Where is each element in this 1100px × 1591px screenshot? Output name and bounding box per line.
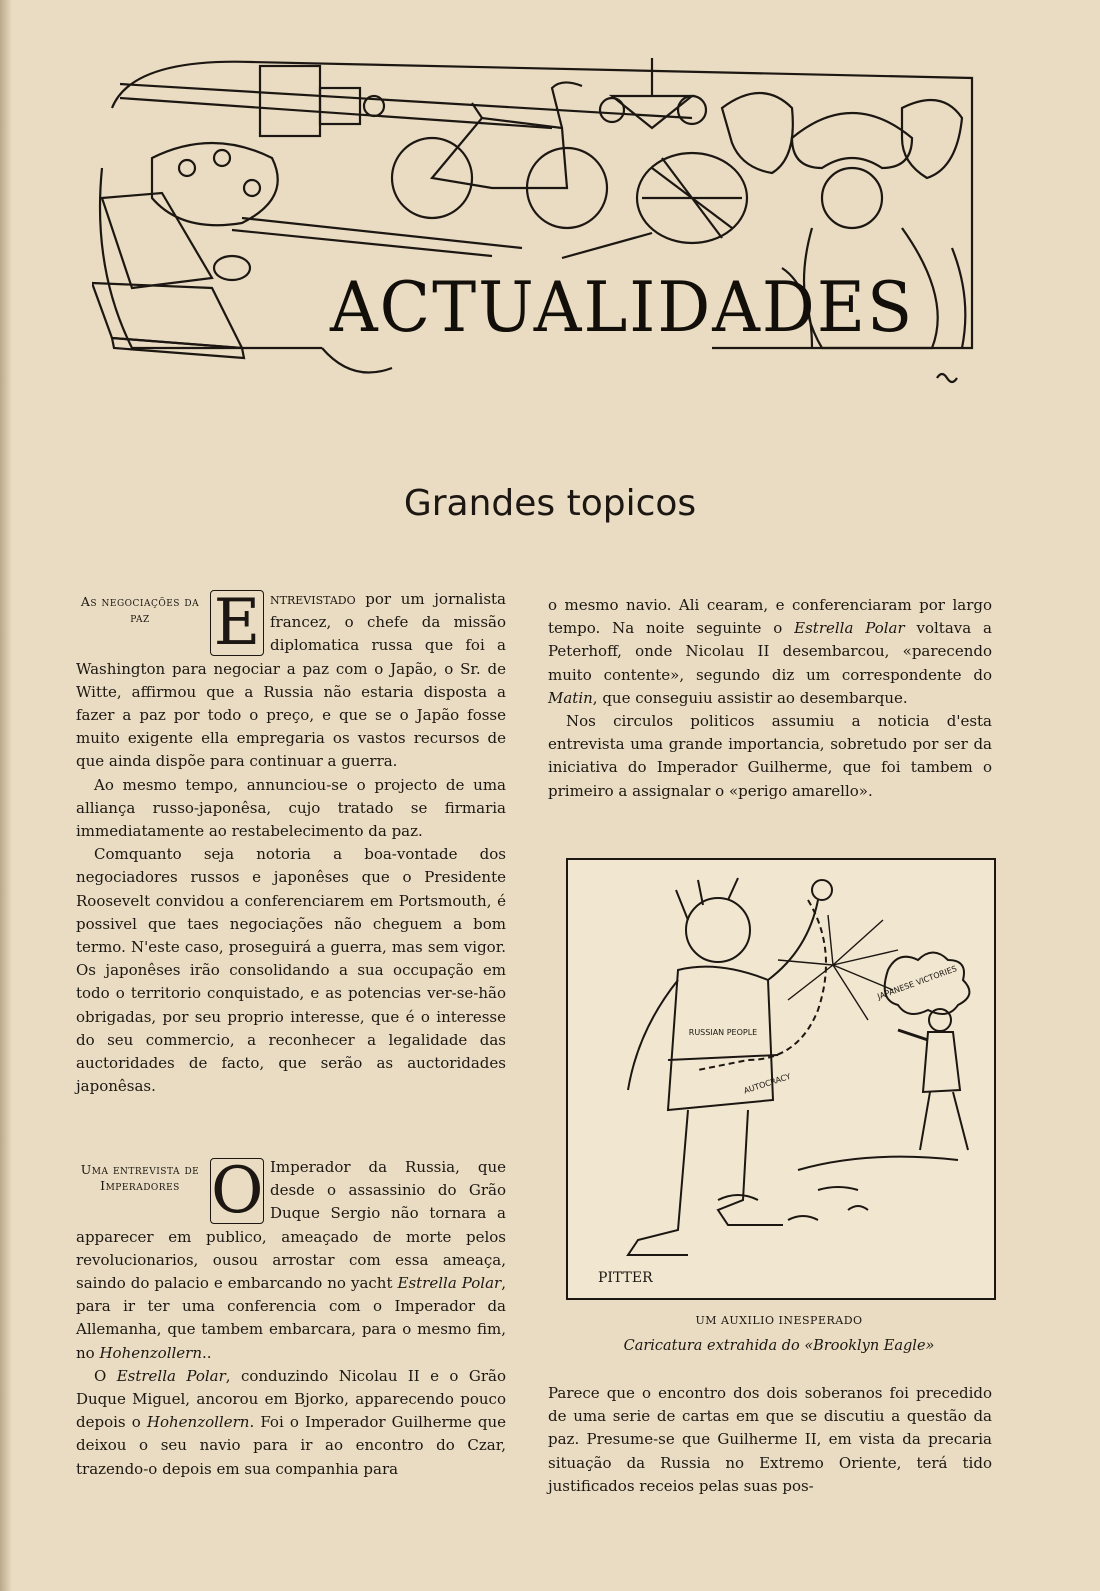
- paragraph-text: voltava a Peterhoff, onde Nicolau II desembarcou, «parecendo muito contente», segundo diz um correspondente do: [548, 619, 992, 684]
- paragraph-text: . Foi o Imperador Guilherme que deixou o seu navio para ir ao encontro do Czar, trazendo-o depois em sua companhia para: [76, 1413, 506, 1478]
- paragraph-text: , para ir ter uma conferencia com o Imperador da Allemanha, que tambem embarcara, para o mesmo fim, no: [76, 1274, 506, 1362]
- page-title: Grandes topicos: [403, 483, 697, 524]
- section-negociacoes: [76, 588, 506, 1098]
- paragraph: Ao mesmo tempo, annunciou-se o projecto de uma alliança russo-japonêsa, cujo tratado se firmaria immediatamente ao restabelecimento da paz.: [76, 775, 506, 841]
- paragraph-text: o mesmo navio. Ali cearam, e conferenciaram por largo tempo. Na noite seguinte o: [548, 596, 992, 638]
- paragraph-text: , que conseguiu assistir ao desembarque.: [592, 688, 908, 707]
- paragraph-text: O: [94, 1366, 117, 1385]
- paragraph: Comquanto seja notoria a boa-vontade dos negociadores russos e japonêses que o Presidente Roosevelt convidou a conferenciarem em Portsmouth, é possivel que taes negociações não cheguem a bom termo. N'este caso, proseguirá a guerra, mas sem vigor. Os japonêses irão consolidando a sua occupação em todo o territorio conquistado, e as potencias ver-se-hão obrigadas, por seu proprio interesse, que é o interesse do seu commercio, a reconhecer a legalidade das auctoridades de facto, que serão as auctoridades japonêsas.: [76, 845, 506, 1096]
- right-column-lower: [548, 1382, 992, 1498]
- cartoon-caption-title: UM AUXILIO INESPERADO: [695, 1314, 863, 1327]
- cartoon-illustration: [566, 858, 996, 1300]
- paragraph-text: por um jornalista francez, o chefe da missão diplomatica russa que foi a Washington para negociar a paz com o Japão, o Sr. de Witte, affirmou que a Russia não estaria disposta a fazer a paz por todo o preço, e que se o Japão fosse muito exigente ella empregaria os vastos recursos de que ainda dispõe para continuar a guerra.: [76, 590, 506, 771]
- paragraph: [76, 1365, 506, 1481]
- paragraph-text: ..: [202, 1343, 212, 1362]
- section-entrevista: [76, 1156, 506, 1481]
- italic-text: Hohenzollern: [99, 1343, 203, 1362]
- lead-word: ntrevistado: [270, 590, 356, 608]
- label-people: RUSSIAN PEOPLE: [688, 1028, 758, 1037]
- paragraph: Nos circulos politicos assumiu a noticia d'esta entrevista uma grande importancia, sobretudo por ser da iniciativa do Imperador Guilherme, que foi tambem o primeiro a assignalar o «perigo amarello».: [548, 712, 992, 800]
- side-heading: As negociações da paz: [80, 594, 200, 625]
- page-edge: [0, 0, 12, 1591]
- masthead-title: ACTUALIDADES: [330, 267, 915, 348]
- italic-text: Estrella Polar: [794, 619, 905, 638]
- italic-text: Estrella Polar: [397, 1274, 502, 1293]
- paragraph: [548, 594, 992, 710]
- paragraph-text: , conduzindo Nicolau II e o Grão Duque Miguel, ancorou em Bjorko, apparecendo pouco depois o: [76, 1366, 506, 1432]
- dropcap: O: [211, 1154, 264, 1228]
- label-autocracy: AUTOCRACY: [742, 1071, 792, 1096]
- italic-text: Hohenzollern: [146, 1413, 250, 1432]
- label-victories: JAPANESE VICTORIES: [876, 964, 959, 1002]
- left-column-lower: [76, 1156, 506, 1481]
- dropcap: E: [210, 590, 264, 656]
- side-heading: Uma entrevista de Imperadores: [80, 1162, 200, 1193]
- cartoon-signature: PITTER: [598, 1270, 653, 1286]
- left-column: [76, 588, 506, 1098]
- paragraph: Parece que o encontro dos dois soberanos foi precedido de uma serie de cartas em que se discutiu a questão da paz. Presume-se que Guilherme II, em vista da precaria situação da Russia no Extremo Oriente, terá tido justificados receios pelas suas pos-: [548, 1384, 992, 1495]
- cartoon-caption-source: Caricatura extrahida do «Brooklyn Eagle»: [623, 1338, 935, 1354]
- italic-text: Matin: [548, 688, 593, 707]
- paragraph-text: Imperador da Russia, que desde o assassinio do Grão Duque Sergio não tornara a apparecer em publico, ameaçado de morte pelos revolucionarios, ousou arrostar com essa ameaça, saindo do palacio e embarcando no yacht: [76, 1158, 506, 1293]
- italic-text: Estrella Polar: [116, 1366, 226, 1385]
- right-column: [548, 594, 992, 803]
